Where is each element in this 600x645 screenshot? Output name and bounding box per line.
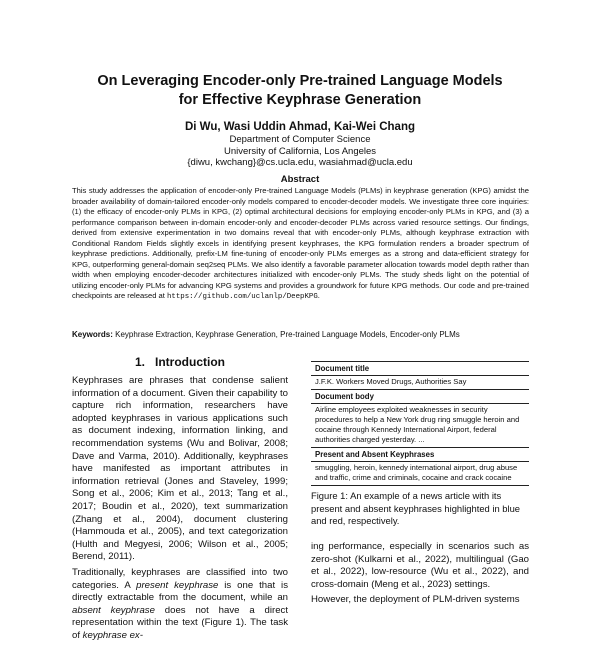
- doc-title-value: J.F.K. Workers Moved Drugs, Authorities Say: [311, 376, 529, 390]
- present-keyphrase-term: present keyphrase: [136, 579, 219, 591]
- keywords-text: Keyphrase Extraction, Keyphrase Generation, Pre-trained Language Models, Encoder-only PLMs: [115, 330, 460, 339]
- paper-title: [0, 72, 600, 110]
- author-list: Di Wu, Wasi Uddin Ahmad, Kai-Wei Chang: [184, 121, 415, 133]
- doc-title-label: Document title: [311, 362, 529, 376]
- abstract-heading: Abstract: [280, 174, 320, 185]
- keywords-label: Keywords:: [72, 330, 113, 339]
- title-line-2: for Effective Keyphrase Generation: [178, 92, 422, 108]
- right-paragraph-2: However, the deployment of PLM-driven systems: [311, 594, 520, 606]
- right-paragraph-1: ing performance, especially in scenarios such as zero-shot (Kulkarni et al., 2022), multilingual (Gao et al., 2022), low-resource (Wu et al., 2022), and cross-domain (Meng et al., 2023) settings.: [311, 541, 529, 590]
- absent-keyphrase-term: absent keyphrase: [72, 604, 155, 616]
- title-line-1: On Leveraging Encoder-only Pre-trained Language Models: [97, 73, 503, 89]
- keyphrases-value: smuggling, heroin, kennedy international airport, drug abuse and traffic, crime and criminals, cocaine and crack cocaine: [315, 463, 518, 482]
- abstract-body: [72, 186, 529, 303]
- keyphrase-extraction-term: keyphrase ex-: [82, 629, 143, 641]
- affiliation-block: [0, 134, 600, 169]
- intro-paragraph-1: Keyphrases are phrases that condense salient information of a document. Given their capability to capture rich information, researchers have adopted keyphrases in various applications such as document indexing, information linking, and recommendation systems (Wu and Bolivar, 2008; Dave and Varma, 2010). Additionally, keyphrases have manifested as important attributes in information retrieval (Jones and Staveley, 1999; Song et al., 2006; Kim et al., 2013; Tang et al., 2017; Boudin et al., 2020), text summarization (Zhang et al., 2004), document clustering (Hammouda et al., 2005), and text categorization (Hulth and Megyesi, 2006; Wilson et al., 2005; Berend, 2011).: [72, 375, 288, 563]
- left-column: [72, 375, 288, 645]
- section-heading-introduction: [72, 355, 288, 369]
- intro-paragraph-2: [72, 567, 288, 643]
- abstract-text: This study addresses the application of encoder-only Pre-trained Language Models (PLMs) in keyphrase generation (KPG) amidst the broader availability of domain-tailored encoder-only models compared to encoder-decoder models. We investigate three core inquiries: (1) the efficacy of encoder-only PLMs in KPG, (2) optimal architectural decisions for employing encoder-only PLMs in KPG, and (3) a performance comparison between in-domain encoder-only and encoder-decoder PLMs across varied resource settings. Our findings, derived from extensive experimentation in two domains reveal that with encoder-only PLMs, although keyphrase extraction with Conditional Random Fields slightly excels in identifying present keyphrases, the KPG formulation renders a broader spectrum of keyphrase predictions. Additionally, prefix-LM fine-tuning of encoder-only PLMs emerges as a strong and data-efficient strategy for KPG, outperforming general-domain seq2seq PLMs. We also identify a favorable parameter allocation towards model depth rather than width when employing encoder-decoder architectures initialized with encoder-only PLMs. The study sheds light on the potential of utilizing encoder-only PLMs for advancing KPG systems and provides a groundwork for future KPG methods. Our code and pre-trained checkpoints are released at: [72, 186, 529, 300]
- doc-body-label: Document body: [311, 390, 529, 404]
- p2-text-a: Traditionally, keyphrases are classified into two categories. A: [72, 566, 288, 591]
- affiliation-department: Department of Computer Science: [229, 134, 371, 145]
- figure-1-caption: Figure 1: An example of a news article with its present and absent keyphrases highlighted in blue and red, respectively.: [311, 490, 521, 526]
- affiliation-university: University of California, Los Angeles: [223, 145, 377, 157]
- p2-text-c: does not have a direct representation within the text (Figure 1). The task of: [72, 604, 288, 641]
- p2-text-b: is one that is directly extractable from the document, while an: [72, 579, 288, 604]
- code-link[interactable]: https://github.com/uclanlp/DeepKPG: [167, 293, 318, 301]
- figure-1-example: [311, 361, 529, 486]
- author-emails: {diwu, kwchang}@cs.ucla.edu, wasiahmad@ucla.edu: [187, 157, 413, 168]
- keywords-line: [72, 330, 529, 340]
- abstract-end: .: [317, 291, 320, 300]
- keyphrases-label: Present and Absent Keyphrases: [311, 448, 529, 462]
- section-title: Introduction: [155, 355, 225, 369]
- section-number: 1.: [135, 355, 146, 369]
- doc-body-value: Airline employees exploited weaknesses in security procedures to help a New York drug ring smuggle heroin and cocaine through Kennedy International Airport, federal authorities charged yesterday. ...: [311, 404, 529, 448]
